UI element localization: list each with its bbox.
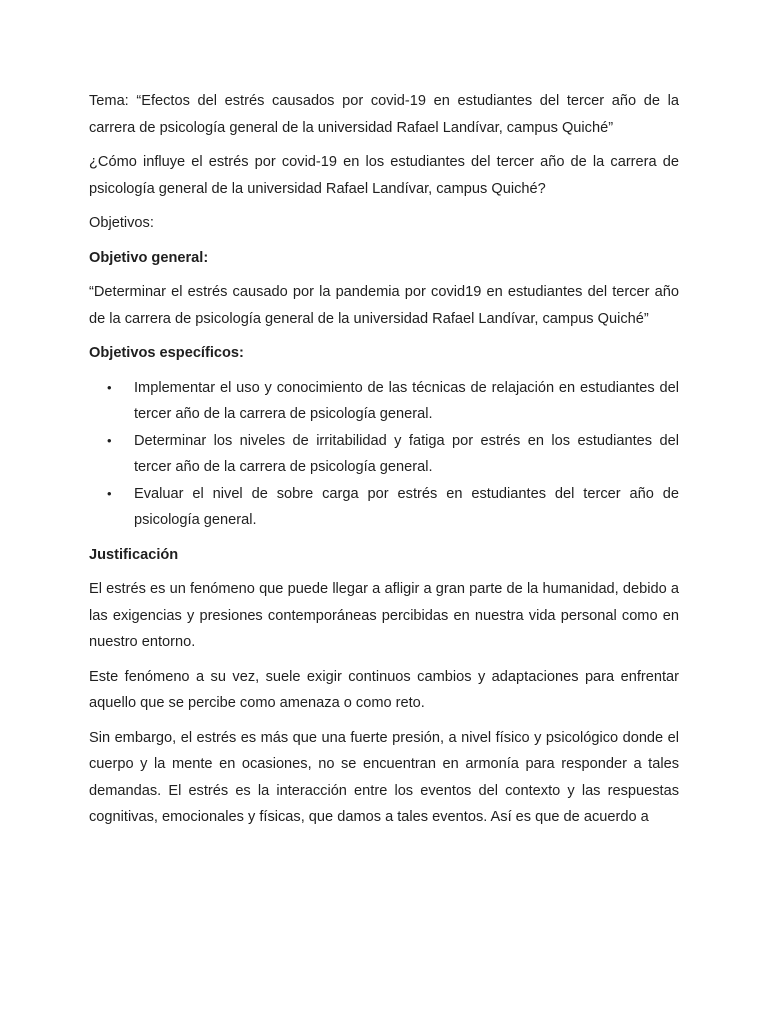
list-item (107, 481, 679, 534)
bullet-icon: • (107, 432, 112, 448)
tema-paragraph: Tema: “Efectos del estrés causados por covid-19 en estudiantes del tercer año de la carrera de psicología general de la universidad Rafael Landívar, campus Quiché” (89, 93, 679, 136)
objetivo-general-heading: Objetivo general: (89, 249, 209, 266)
objetivos-especificos-heading: Objetivos específicos: (89, 345, 244, 361)
justificacion-paragraph: El estrés es un fenómeno que puede llegar a afligir a gran parte de la humanidad, debido a las exigencias y presiones contemporáneas percibidas en nuestra vida personal como en nuestro entorno. (89, 581, 679, 650)
list-item (107, 428, 679, 481)
bullet-icon: • (107, 485, 112, 501)
objetivos-label: Objetivos: (89, 215, 154, 231)
list-item-text: Determinar los niveles de irritabilidad y fatiga por estrés en los estudiantes del tercer año de la carrera de psicología general. (134, 432, 679, 475)
list-item-text: Evaluar el nivel de sobre carga por estrés en estudiantes del tercer año de psicología general. (134, 485, 679, 528)
justificacion-paragraph: Sin embargo, el estrés es más que una fuerte presión, a nivel físico y psicológico donde el cuerpo y la mente en ocasiones, no se encuentran en armonía para responder a tales demandas. El estrés es la interacción entre los eventos del contexto y las respuestas cognitivas, emocionales y físicas, que damos a tales eventos. Así es que de acuerdo a (89, 729, 679, 825)
research-question: ¿Cómo influye el estrés por covid-19 en los estudiantes del tercer año de la carrera de psicología general de la universidad Rafael Landívar, campus Quiché? (89, 154, 679, 197)
objetivo-general-text: “Determinar el estrés causado por la pandemia por covid19 en estudiantes del tercer año de la carrera de psicología general de la universidad Rafael Landívar, campus Quiché” (89, 284, 679, 327)
justificacion-paragraph: Este fenómeno a su vez, suele exigir continuos cambios y adaptaciones para enfrentar aquello que se percibe como amenaza o como reto. (89, 668, 679, 711)
justificacion-heading: Justificación (89, 546, 179, 563)
bullet-icon: • (107, 379, 112, 395)
list-item-text: Implementar el uso y conocimiento de las técnicas de relajación en estudiantes del tercer año de la carrera de psicología general. (134, 379, 679, 422)
objetivos-especificos-list (89, 375, 679, 534)
document-page (89, 88, 679, 839)
list-item (107, 375, 679, 428)
